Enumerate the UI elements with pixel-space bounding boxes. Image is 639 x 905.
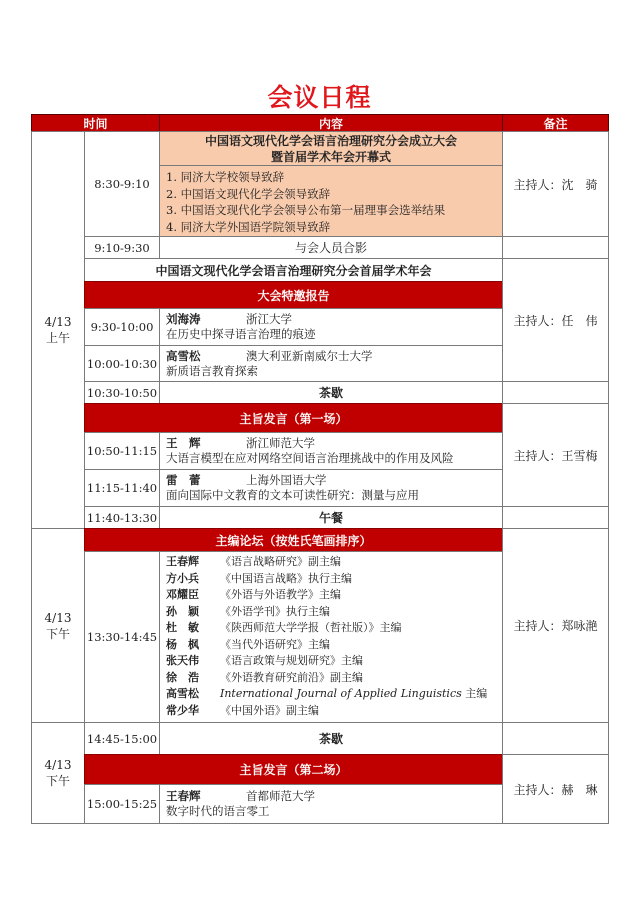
notes-empty xyxy=(502,722,609,755)
talk-row xyxy=(159,432,503,470)
editor-role: 《语言政策与规划研究》主编 xyxy=(220,654,363,667)
talk-topic: 新质语言教育探索 xyxy=(166,364,258,378)
notes-empty xyxy=(502,381,609,404)
journal-title: International Journal of Applied Linguistics xyxy=(220,687,462,700)
speaker-name: 刘海涛 xyxy=(166,312,201,326)
affiliation: 浙江大学 xyxy=(246,312,292,326)
talk-row xyxy=(159,784,503,824)
time-cell: 9:30-10:00 xyxy=(84,308,160,346)
period: 下午 xyxy=(45,774,70,788)
host-note: 主持人：王雪梅 xyxy=(502,403,609,507)
list-item: 2. 中国语文现代化学会领导致辞 xyxy=(166,186,331,201)
date-cell-afternoon xyxy=(31,722,85,824)
editor-role: 《中国语言战略》执行主编 xyxy=(220,571,352,585)
time-cell: 10:50-11:15 xyxy=(84,432,160,470)
conference-title: 中国语文现代化学会语言治理研究分会首届学术年会 xyxy=(84,258,503,282)
page-title: 会议日程 xyxy=(267,83,372,112)
editor-name: 杨 枫 xyxy=(166,637,199,651)
editor-role: 《外语教育研究前沿》副主编 xyxy=(220,670,363,684)
section-header-keynote2: 主旨发言（第二场） xyxy=(84,754,503,785)
editor-role: 《当代外语研究》主编 xyxy=(220,637,330,651)
list-item xyxy=(166,604,330,621)
lunch-break: 午餐 xyxy=(159,506,503,529)
time-cell: 10:30-10:50 xyxy=(84,381,160,404)
editor-list xyxy=(159,551,503,723)
host-note: 主持人：赫 琳 xyxy=(502,754,609,824)
section-header-forum: 主编论坛（按姓氏笔画排序） xyxy=(84,528,503,552)
tea-break: 茶歇 xyxy=(159,381,503,404)
time-cell: 11:40-13:30 xyxy=(84,506,160,529)
time-cell: 13:30-14:45 xyxy=(84,551,160,723)
speaker-name: 王春辉 xyxy=(166,789,201,803)
opening-title xyxy=(159,131,503,166)
host-note: 主持人：沈 骑 xyxy=(502,131,609,237)
affiliation: 浙江师范大学 xyxy=(246,436,315,450)
affiliation: 首都师范大学 xyxy=(246,789,315,803)
list-item: 1. 同济大学校领导致辞 xyxy=(166,170,285,184)
list-item xyxy=(166,637,330,654)
header-time: 时间 xyxy=(31,114,160,132)
speaker-name: 雷 蕾 xyxy=(166,473,201,487)
header-content: 内容 xyxy=(159,114,503,132)
date: 4/13 xyxy=(44,758,72,772)
opening-title-line2: 暨首届学术年会开幕式 xyxy=(270,149,391,164)
section-header-invited: 大会特邀报告 xyxy=(84,281,503,309)
time-cell: 11:15-11:40 xyxy=(84,469,160,507)
list-item xyxy=(166,653,363,670)
editor-name: 王春辉 xyxy=(166,555,199,568)
section-header-keynote1: 主旨发言（第一场） xyxy=(84,403,503,433)
list-item: 3. 中国语文现代化学会领导公布第一届理事会选举结果 xyxy=(166,203,446,217)
list-item xyxy=(166,587,341,604)
opening-items xyxy=(159,165,503,237)
time-cell: 8:30-9:10 xyxy=(84,131,160,237)
talk-topic: 数字时代的语言零工 xyxy=(166,804,270,818)
affiliation: 澳大利亚新南威尔士大学 xyxy=(246,349,373,363)
editor-role: 《中国外语》副主编 xyxy=(220,703,319,717)
period: 上午 xyxy=(45,331,70,345)
date: 4/13 xyxy=(44,610,72,625)
editor-name: 方小兵 xyxy=(166,571,199,585)
time-cell: 9:10-9:30 xyxy=(84,236,160,259)
host-note: 主持人：郑咏滟 xyxy=(502,528,609,723)
affiliation: 上海外国语大学 xyxy=(246,473,327,487)
editor-name: 高雪松 xyxy=(166,687,199,700)
editor-name: 常少华 xyxy=(166,703,199,717)
editor-name: 徐 浩 xyxy=(166,670,199,684)
list-item xyxy=(166,686,487,703)
editor-role: 《陕西师范大学学报（哲社版）》主编 xyxy=(220,621,402,634)
editor-name: 张天伟 xyxy=(166,654,199,667)
time-cell: 10:00-10:30 xyxy=(84,345,160,382)
talk-row xyxy=(159,308,503,346)
speaker-name: 高雪松 xyxy=(166,349,201,363)
date-cell-afternoon xyxy=(31,528,85,723)
editor-role: 《外语与外语教学》主编 xyxy=(220,588,341,601)
list-item xyxy=(166,571,352,588)
talk-row xyxy=(159,469,503,507)
talk-row xyxy=(159,345,503,382)
host-note: 主持人：任 伟 xyxy=(502,258,609,382)
period: 下午 xyxy=(45,626,70,641)
date: 4/13 xyxy=(44,315,72,329)
editor-name: 邓耀臣 xyxy=(166,588,199,601)
list-item xyxy=(166,703,319,720)
tea-break: 茶歇 xyxy=(159,722,503,755)
editor-role: 主编 xyxy=(461,687,488,700)
editor-role: 《外语学刊》执行主编 xyxy=(220,604,330,618)
talk-topic: 面向国际中文教育的文本可读性研究：测量与应用 xyxy=(166,488,419,502)
talk-topic: 大语言模型在应对网络空间语言治理挑战中的作用及风险 xyxy=(166,451,454,465)
list-item xyxy=(166,620,402,637)
notes-empty xyxy=(502,506,609,529)
speaker-name: 王 辉 xyxy=(166,436,201,450)
editor-role: 《语言战略研究》副主编 xyxy=(220,555,341,568)
list-item: 4. 同济大学外国语学院领导致辞 xyxy=(166,219,331,234)
list-item xyxy=(166,670,363,687)
talk-topic: 在历史中探寻语言治理的痕迹 xyxy=(166,327,316,341)
time-cell: 14:45-15:00 xyxy=(84,722,160,755)
editor-name: 孙 颖 xyxy=(166,604,199,618)
list-item xyxy=(166,554,341,571)
date-cell-morning xyxy=(31,131,85,529)
header-notes: 备注 xyxy=(502,114,609,132)
opening-title-line1: 中国语文现代化学会语言治理研究分会成立大会 xyxy=(204,133,457,148)
time-cell: 15:00-15:25 xyxy=(84,784,160,824)
editor-name: 杜 敏 xyxy=(166,621,199,634)
notes-empty xyxy=(502,236,609,259)
photo-session: 与会人员合影 xyxy=(159,236,503,259)
